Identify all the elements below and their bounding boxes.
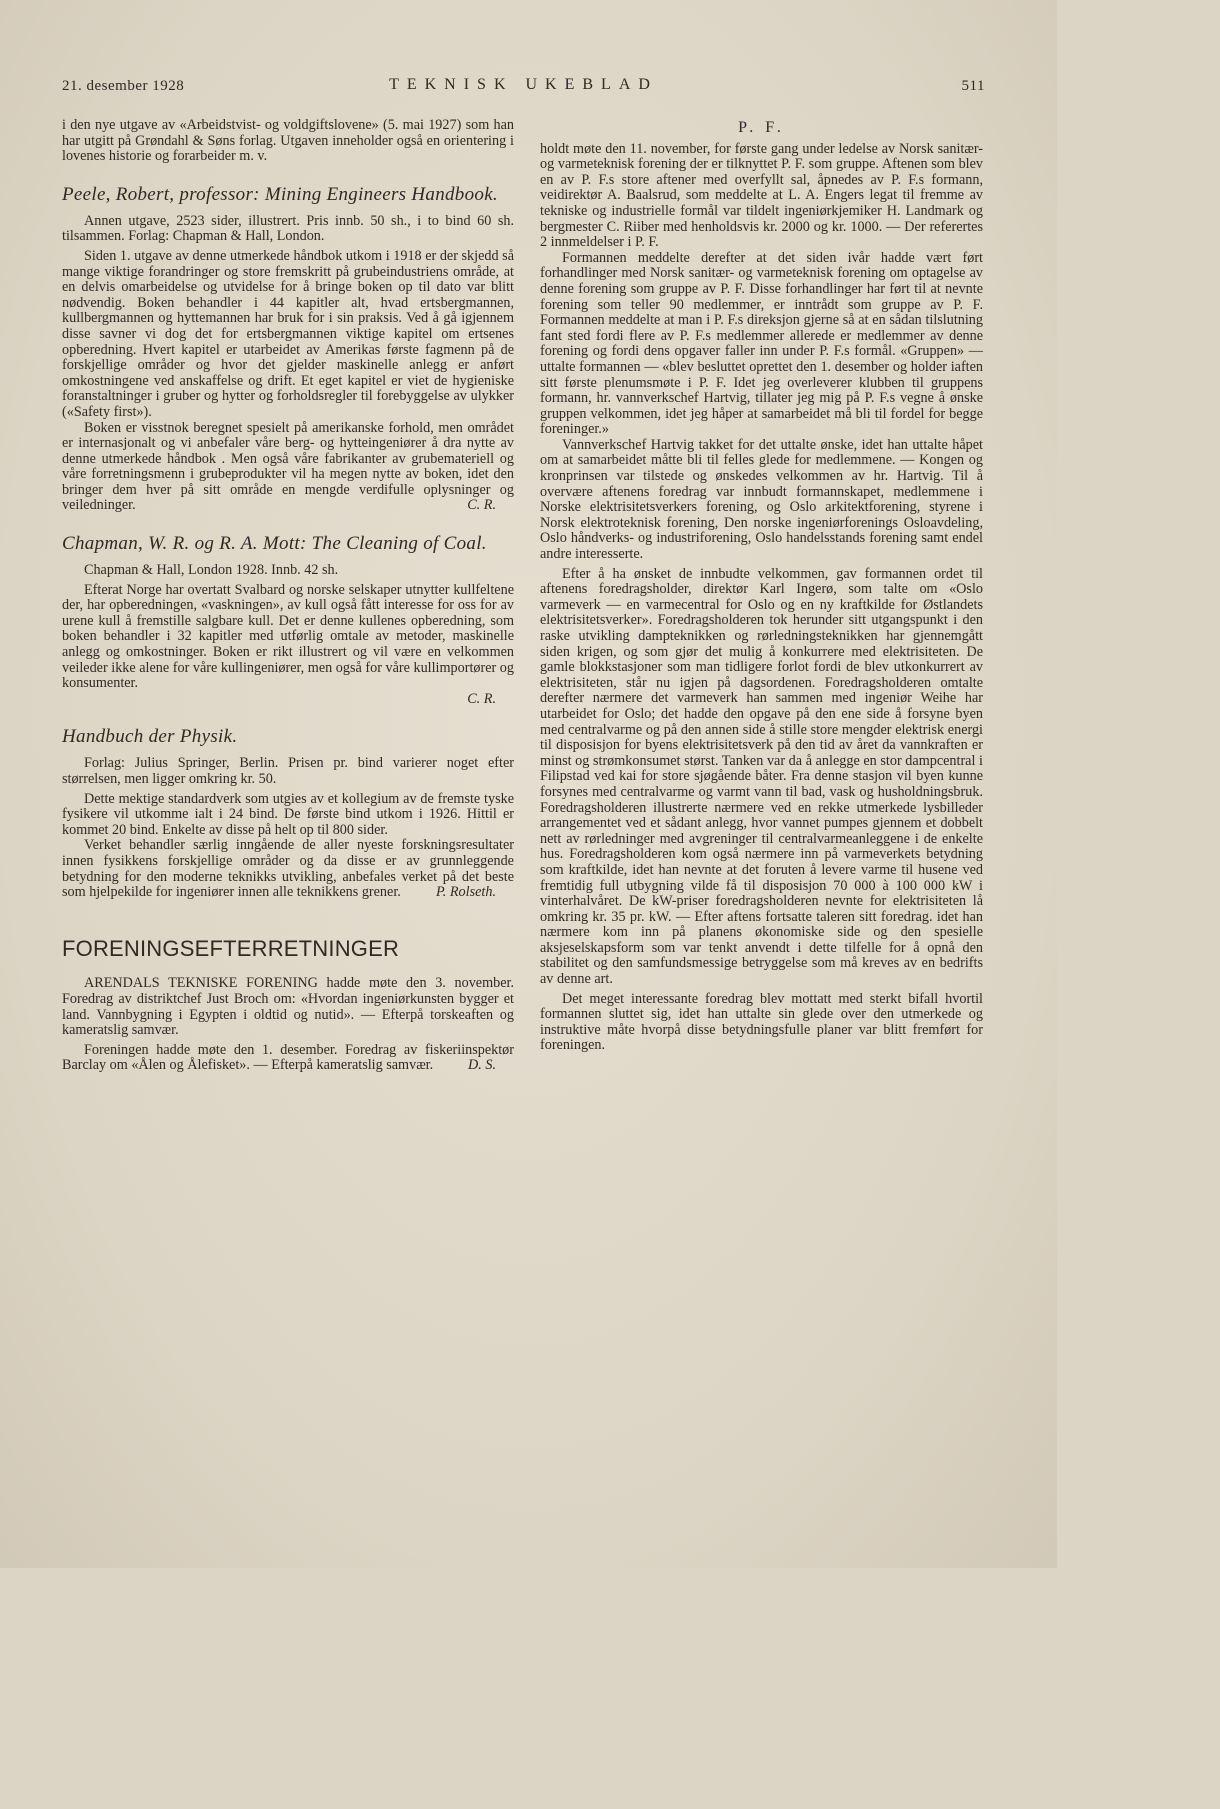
left-column [62,118,514,1074]
review-paragraph: Verket behandler særlig inngående de aller nyeste forskningsresultater innen fysikkens forskjellige områder og da disse er av grunnleggende betydning for den moderne teknikks utvikling, anbefales verket på det beste som hjelpekilde for ingeniører innen alle teknikkens grener. P. Rolseth. [62,837,514,901]
page-header [62,76,985,100]
issue-date: 21. desember 1928 [62,78,185,94]
section-heading: FORENINGSEFTERRETNINGER [62,935,400,961]
review-meta-peele: Annen utgave, 2523 sider, illustrert. Pris innb. 50 sh., i to bind 60 sh. tilsammen. Forlag: Chapman & Hall, London. [62,212,514,245]
pf-heading: P. F. [738,119,785,136]
review-meta-cleaning-of-coal: Chapman & Hall, London 1928. Innb. 42 sh. [84,562,339,579]
page-number: 511 [961,78,985,94]
journal-title: TEKNISK UKEBLAD [389,76,658,93]
pf-paragraph: Efter å ha ønsket de innbudte velkommen, gav formannen ordet til aftenens foredragsholder, direktør Karl Ingerø, som talte om «Oslo varmeverk — en varmecentral for Oslo og en ny kraftkilde for Østlandets elektrisitetsverker». Foredragsholderen tok herunder sitt utgangspunkt i den raske utvikling dampteknikken og rørledningsteknikken har gjennemgått siden krigen, og som gjør det mulig å konkurrere med elektrisiteten. De gamle blokkstasjoner som man tidligere forlot fordi de blev utkonkurrert av elektrisiteten, står nu igjen på dagsordenen. Foredragsholderen omtalte derefter nærmere det varmeverk han sammen med ingeniør Weihe har utarbeidet for Oslo; det hadde den opgave på den ene side å forsyne byen med centralvarme og på den annen side å stille store mengder elektrisk energi til disposisjon for byens elektrisitetsverk på den tid av året da vannkraften er minst og strømkonsumet størst. Tanken var da å anlegge en stor dampcentral i Filipstad ved kai for store sjøgående båter. Fra denne stasjon vil byen kunne forsynes med centralvarme og varmt vann til bad, vask og husholdningsbruk. Foredragsholderen illustrerte nærmere ved en rekke utmerkede lysbilleder arrangementet ved et sådant anlegg, hvor vannet pumpes gjennem et dobbelt nett av rørledninger med avgreninger til centralvarmeanleggene i de enkelte hus. Foredragsholderen kom også nærmere inn på varmeverkets betydning som kraftkilde, idet han nevnte at det foruten å levere varme til husene ved fremtidig full utbygning vilde få til disposisjon 70 000 à 100 000 kW i vinterhalvåret. De kW-priser foredragsholderen nevnte for elektrisiteten lå omkring kr. 35 pr. kW. — Efter aftens fortsatte taleren sitt foredrag. idet han nærmere kom inn på planens økonomiske side og den spesielle aksjeselskapsform som var tenkt anvendt i dette tilfelle for å opnå den stabilitet og den samfundsmessige betryggelse som må kreves av en bedrifts av denne art. [540,565,983,988]
review-paragraph: Efterat Norge har overtatt Svalbard og norske selskaper utnytter kullfeltene der, har opberedningen, «vaskningen», av kull også fått interesse for oss for av urene kull å fremstille salgbare kull. Det er denne kullenes opberedning, som boken behandler i 32 kapitler med utførlig omtale av metoder, maskinelle anlegg og omkostninger. Boken er rikt illustrert og vil være en velkommen veileder ikke alene for våre kullingeniører, men også for våre kullimportører og konsumenter. [62,581,514,692]
pf-paragraph: Formannen meddelte derefter at det siden ivår hadde vært ført forhandlinger med Norsk sanitær- og varmeteknisk forening om optagelse av denne forening som gruppe av P. F. Disse forhandlinger har ført til at nevnte forening som teller 90 medlemmer, er inntrådt som gruppe av P. F. Formannen meddelte at man i P. F.s direksjon gjerne så at en sådan tilslutning fant sted fordi flere av P. F.s medlemmer allerede er medlemmer av denne forening og fordi dens opgaver faller inn under P. F.s formål. «Gruppen» — uttalte formannen — «blev besluttet oprettet den 1. desember og holder iaften sitt første plenumsmøte i P. F. Idet jeg overleverer klubben til gruppens formann, hr. vannverkschef Hartvig, tillater jeg mig på P. F.s vegne å ønske gruppen velkommen, idet jeg håper at samarbeidet må bli til fordel for begge foreninger.» [540,249,983,438]
pf-paragraph: Det meget interessante foredrag blev mottatt med sterkt bifall hvortil formannen sluttet sig, idet han uttalte sin glede over den utmerkede og instruktive måte hvorpå disse betydningsfulle planer var blitt fremført for foreningen. [540,990,983,1054]
notice-signature: D. S. [468,1057,496,1074]
review-signature: C. R. [467,690,496,707]
review-signature: C. R. [467,497,496,514]
pf-paragraph: Vannverkschef Hartvig takket for det uttalte ønske, idet han uttalte håpet om at samarbeidet måtte bli til felles glede for medlemmene. — Kongen og kronprinsen var tilstede og ønskedes velkommen av hr. Hartvig. Til å overvære aftenens foredrag var innbudt formannskapet, medlemmene i Norske elektrisitetsverkers forening, og Oslo arkitektforening, styrene i Norsk elektroteknisk forening, Den norske ingeniørforenings Osloavdeling, Oslo håndverks- og industriforening, Oslo handelsstands forening samt endel andre interesserte. [540,436,983,563]
review-paragraph: Boken er visstnok beregnet spesielt på amerikanske forhold, men området er internasjonalt og vi anbefaler våre berg- og hytteingeniører å dra nytte av denne utmerkede håndbok . Men også våre fabrikanter av grubemateriell og våre forretningsmenn i grubeprodukter vil ha megen nytte av boken, idet den bringer dem hver på sitt område en mengde verdifulle oplysninger og veiledninger. C. R. [62,419,514,514]
society-notice-paragraph: Foreningen hadde møte den 1. desember. Foredrag av fiskeriinspektør Barclay om «Ålen og Ålefisket». — Efterpå kameratslig samvær. D. S. [62,1041,514,1074]
review-paragraph: Siden 1. utgave av denne utmerkede håndbok utkom i 1918 er der skjedd så mange viktige forandringer og store fremskritt på grubeindustriens område, at en delvis omarbeidelse og utvidelse for å bringe boken op til dato var blitt nødvendig. Boken behandler i 44 kapitler alt, hvad ertsbergmannen, kullbergmannen og hyttemannen har bruk for i sin praksis. Ved å gå igjennem disse savner vi dog det for ertsbergmannen viktige kapitel om ertsenes opberedning. Hvert kapitel er utarbeidet av Amerikas første fagmenn på de forskjellige områder og hvor det gjelder maskinelle anlegg er anført omkostningene ved anskaffelse og drift. Et eget kapitel er viet de hygieniske foranstaltninger i gruber og hytter og forholdsregler til forebyggelse av ulykker («Safety first»). [62,247,514,420]
pf-paragraph: holdt møte den 11. november, for første gang under ledelse av Norsk sanitær- og varmeteknisk forening der er tilknyttet P. F. som gruppe. Aftenen som blev en av P. F.s store aftener med overfyllt sal, åpnedes av P. F.s formann, veidirektør A. Baalsrud, som meddelte at L. A. Engers legat til fremme av tekniske og industrielle formål var tildelt ingeniørkjemiker H. Landmark og bergmester C. Riiber med henholdsvis kr. 2000 og kr. 1000. — Der referertes 2 innmeldelser i P. F. [540,140,983,251]
review-paragraph: Dette mektige standardverk som utgies av et kollegium av de fremste tyske fysikere vil utkomme ialt i 24 bind. De første bind utkom i 1926. Hittil er kommet 20 bind. Enkelte av disse på helt op til 800 sider. [62,790,514,838]
right-column [540,118,983,1054]
review-title-cleaning-of-coal: Chapman, W. R. og R. A. Mott: The Cleaning of Coal. [62,533,487,555]
review-signature: P. Rolseth. [435,884,496,901]
intro-paragraph: i den nye utgave av «Arbeidstvist- og voldgiftslovene» (5. mai 1927) som han har utgitt på Grøndahl & Søns forlag. Utgaven inneholder også en orientering i lovenes historie og forarbeider m. v. [62,117,514,165]
review-title-peele: Peele, Robert, professor: Mining Engineers Handbook. [62,183,498,205]
review-title-handbuch-physik: Handbuch der Physik. [62,726,238,748]
review-meta-handbuch-physik: Forlag: Julius Springer, Berlin. Prisen pr. bind varierer noget efter størrelsen, men ligger omkring kr. 50. [62,755,514,787]
society-notice-paragraph: ARENDALS TEKNISKE FORENING hadde møte den 3. november. Foredrag av distriktchef Just Broch om: «Hvordan ingeniørkunsten bygger et land. Vannbygning i Egypten i oldtid og nutid». — Efterpå torskeaften og kameratslig samvær. [62,975,514,1039]
